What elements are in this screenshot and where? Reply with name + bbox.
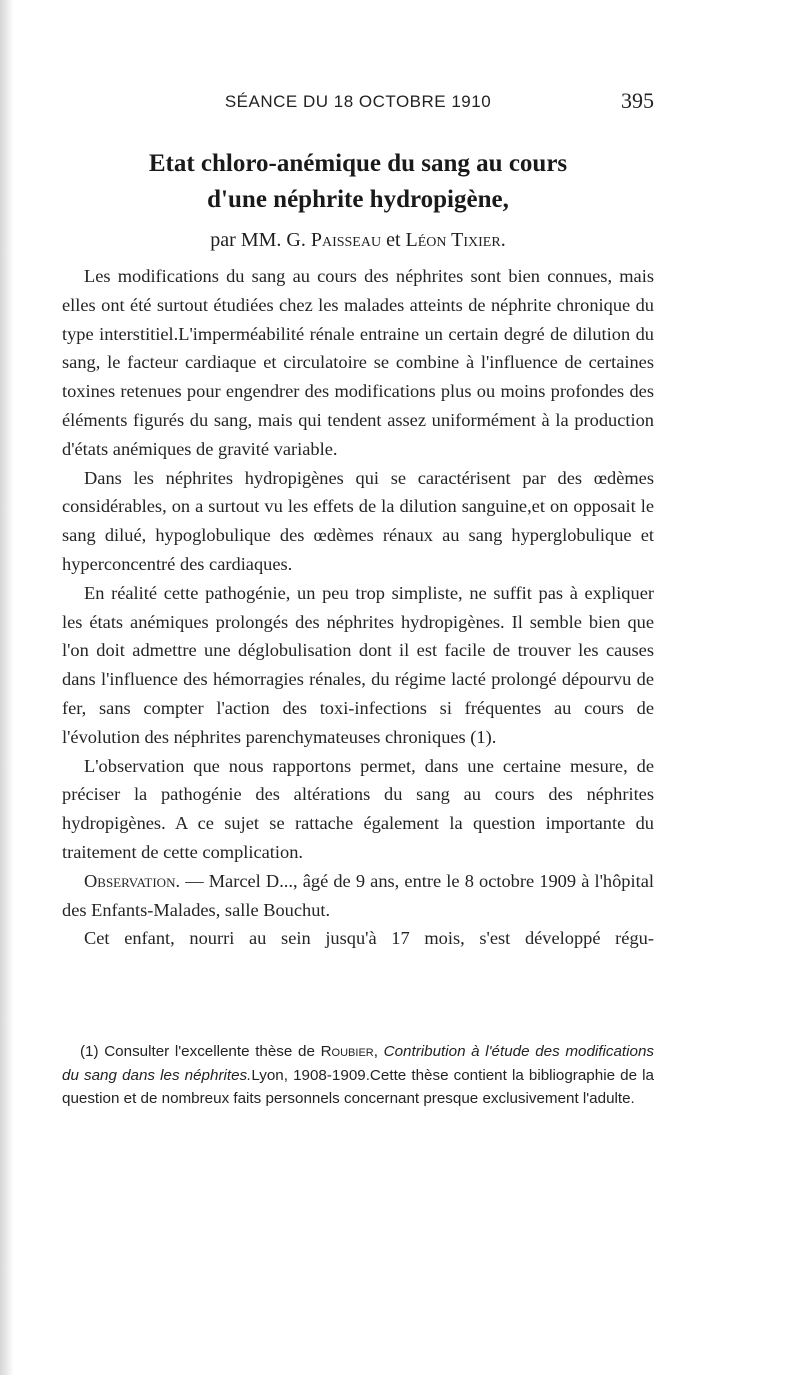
footnote-rest: Lyon, 1908-1909.Cette thèse contient la bibliographie de la question et de nombreux faits personnels concernant presque exclusivement l'adulte. bbox=[62, 1066, 654, 1108]
paragraph-4: L'observation que nous rapportons permet, dans une certaine mesure, de préciser la pathogénie des altérations du sang au cours des néphrites hydropigènes. A ce sujet se rattache également la question importante du traitement de cette complication. bbox=[62, 755, 654, 862]
paragraph-observation bbox=[62, 867, 654, 925]
observation-text: — Marcel D..., âgé de 9 ans, entre le 8 octobre 1909 à l'hôpital des Enfants-Malades, salle Bouchut. bbox=[62, 870, 654, 920]
paragraph-1: Les modifications du sang au cours des néphrites sont bien connues, mais elles ont été surtout étudiées chez les malades atteints de néphrite chronique du type interstitiel.L'imperméabilité rénale entraine un certain degré de dilution du sang, le facteur cardiaque et circulatoire se combine à l'influence de certaines toxines retenues pour engendrer des modifications plus ou moins profondes des éléments figurés du sang, mais qui tendent assez uniformément à la production d'états anémiques de gravité variable. bbox=[62, 266, 654, 459]
footnotes bbox=[62, 1040, 654, 1111]
authors-prefix: par MM. G. bbox=[210, 229, 306, 251]
page-fold-shadow bbox=[0, 0, 14, 1375]
footnote-sep: , bbox=[373, 1043, 384, 1060]
observation-label: Observation. bbox=[84, 870, 181, 891]
author-paisseau: Paisseau bbox=[310, 229, 382, 251]
footnote-1 bbox=[62, 1040, 654, 1111]
article-body bbox=[62, 262, 654, 953]
page-number: 395 bbox=[621, 88, 654, 113]
paragraph-6: Cet enfant, nourri au sein jusqu'à 17 mois, s'est développé régu- bbox=[84, 928, 654, 949]
footnote-marker: (1) Consulter l'excellente thèse de bbox=[80, 1043, 315, 1060]
author-tixier: Léon Tixier bbox=[405, 229, 501, 251]
article-title-line-1: Etat chloro-anémique du sang au cours bbox=[148, 150, 568, 177]
authors-end: . bbox=[500, 229, 506, 251]
running-head bbox=[62, 88, 654, 118]
footnote-work-title: Contribution à l'étude des modifications du sang dans les néphrites. bbox=[62, 1043, 654, 1084]
authors-join: et bbox=[381, 229, 406, 251]
running-title: SÉANCE DU 18 OCTOBRE 1910 bbox=[224, 92, 492, 111]
footnote-author: Roubier bbox=[320, 1043, 374, 1060]
paragraph-2: Dans les néphrites hydropigènes qui se caractérisent par des œdèmes considérables, on a surtout vu les effets de la dilution sanguine,et on opposait le sang dilué, hypoglobulique des œdèmes rénaux au sang hyperglobulique et hyperconcentré des cardiaques. bbox=[62, 467, 654, 574]
article-title-line-2: d'une néphrite hydropigène, bbox=[207, 186, 509, 213]
authors-line bbox=[62, 229, 654, 252]
paragraph-3: En réalité cette pathogénie, un peu trop simpliste, ne suffit pas à expliquer les états anémiques prolongés des néphrites hydropigènes. Il semble bien que l'on doit admettre une déglobulisation dont il est facile de trouver les causes dans l'influence des hémorragies rénales, du régime lacté prolongé dépourvu de fer, sans compter l'action des toxi-infections si fréquentes au cours de l'évolution des néphrites parenchymateuses chroniques (1). bbox=[62, 582, 654, 747]
